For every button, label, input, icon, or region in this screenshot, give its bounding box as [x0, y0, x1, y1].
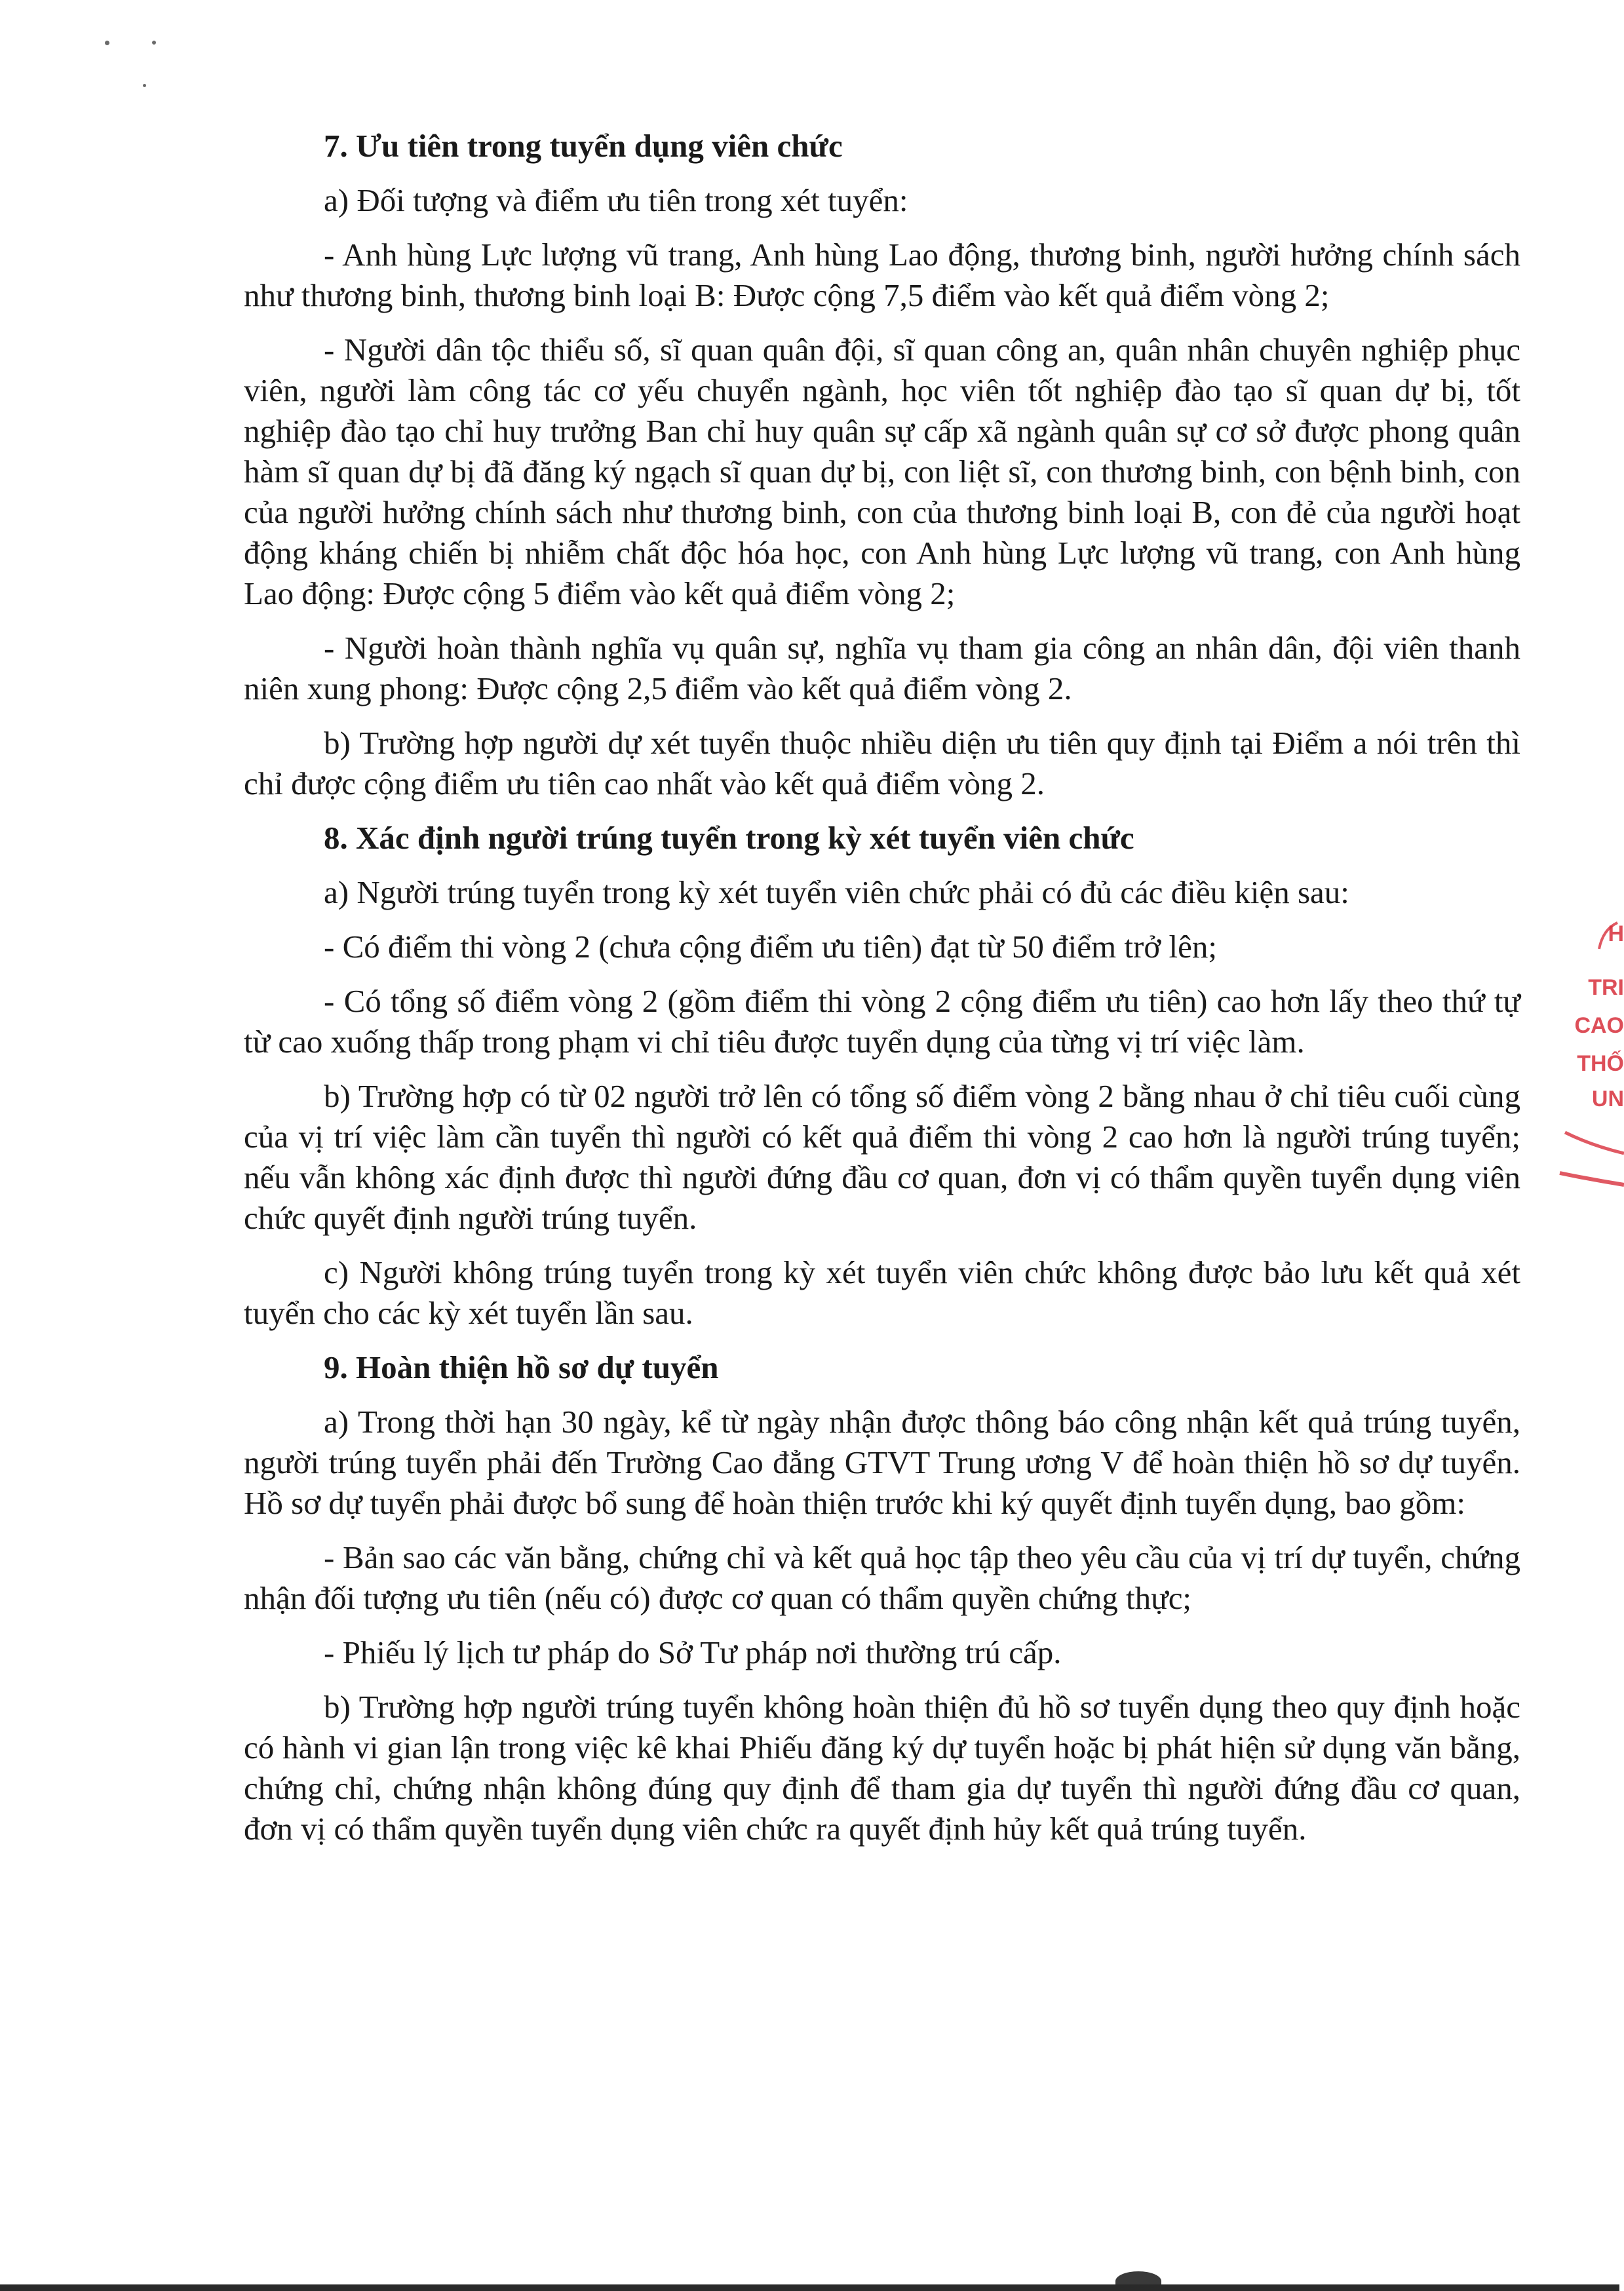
seal-text: THỐ: [1577, 1051, 1624, 1076]
document-body: [244, 126, 1520, 1849]
scan-edge: [0, 2284, 1619, 2291]
paragraph: c) Người không trúng tuyển trong kỳ xét tuyển viên chức không được bảo lưu kết quả xét tuyển cho các kỳ xét tuyển lần sau.: [244, 1254, 1520, 1331]
paragraph: b) Trường hợp có từ 02 người trở lên có tổng số điểm vòng 2 bằng nhau ở chỉ tiêu cuối cùng của vị trí việc làm cần tuyển thì người có kết quả điểm thi vòng 2 cao hơn là người trúng tuyển; nếu vẫn không xác định được thì người đứng đầu cơ quan, đơn vị có thẩm quyền tuyển dụng viên chức quyết định người trúng tuyển.: [244, 1078, 1520, 1236]
seal-text: TRI: [1588, 975, 1624, 1000]
paragraph: - Có tổng số điểm vòng 2 (gồm điểm thi vòng 2 cộng điểm ưu tiên) cao hơn lấy theo thứ tự từ cao xuống thấp trong phạm vi chỉ tiêu được tuyển dụng của từng vị trí việc làm.: [244, 983, 1520, 1060]
paragraph: b) Trường hợp người trúng tuyển không hoàn thiện đủ hồ sơ tuyển dụng theo quy định hoặc có hành vi gian lận trong việc kê khai Phiếu đăng ký dự tuyển hoặc bị phát hiện sử dụng văn bằng, chứng chỉ, chứng nhận không đúng quy định để tham gia dự tuyển thì người đứng đầu cơ quan, đơn vị có thẩm quyền tuyển dụng viên chức ra quyết định hủy kết quả trúng tuyển.: [244, 1689, 1520, 1847]
paragraph: a) Người trúng tuyển trong kỳ xét tuyển viên chức phải có đủ các điều kiện sau:: [324, 874, 1349, 910]
seal-text: H: [1608, 921, 1624, 946]
paragraph: - Người dân tộc thiểu số, sĩ quan quân đội, sĩ quan công an, quân nhân chuyên nghiệp phục viên, người làm công tác cơ yếu chuyển ngành, học viên tốt nghiệp đào tạo sĩ quan dự bị, tốt nghiệp đào tạo chỉ huy trưởng Ban chỉ huy quân sự cấp xã ngành quân sự cơ sở được phong quân hàm sĩ quan dự bị đã đăng ký ngạch sĩ quan dự bị, con liệt sĩ, con thương binh, con bệnh binh, con của người hưởng chính sách như thương binh, con của thương binh loại B, con đẻ của người hoạt động kháng chiến bị nhiễm chất độc hóa học, con Anh hùng Lực lượng vũ trang, con Anh hùng Lao động: Được cộng 5 điểm vào kết quả điểm vòng 2;: [244, 332, 1520, 611]
scan-speck: [152, 41, 156, 45]
paragraph: - Bản sao các văn bằng, chứng chỉ và kết quả học tập theo yêu cầu của vị trí dự tuyển, chứng nhận đối tượng ưu tiên (nếu có) được cơ quan có thẩm quyền chứng thực;: [244, 1539, 1520, 1616]
seal-text: UN: [1591, 1087, 1624, 1111]
paragraph: - Phiếu lý lịch tư pháp do Sở Tư pháp nơi thường trú cấp.: [324, 1634, 1062, 1670]
scan-speck: [105, 41, 109, 45]
scan-speck: [143, 84, 146, 87]
paragraph: - Anh hùng Lực lượng vũ trang, Anh hùng Lao động, thương binh, người hưởng chính sách như thương binh, thương binh loại B: Được cộng 7,5 điểm vào kết quả điểm vòng 2;: [244, 237, 1520, 313]
section-heading: 8. Xác định người trúng tuyển trong kỳ xét tuyển viên chức: [324, 820, 1134, 856]
paragraph: b) Trường hợp người dự xét tuyển thuộc nhiều diện ưu tiên quy định tại Điểm a nói trên thì chỉ được cộng điểm ưu tiên cao nhất vào kết quả điểm vòng 2.: [244, 725, 1520, 801]
official-seal-fragment: [1552, 910, 1624, 1191]
seal-arc-icon: [1552, 910, 1624, 1191]
paragraph: a) Đối tượng và điểm ưu tiên trong xét tuyển:: [324, 182, 908, 218]
section-heading: 7. Ưu tiên trong tuyển dụng viên chức: [324, 128, 843, 164]
section-heading: 9. Hoàn thiện hồ sơ dự tuyển: [324, 1349, 719, 1385]
paragraph: a) Trong thời hạn 30 ngày, kể từ ngày nhận được thông báo công nhận kết quả trúng tuyển, người trúng tuyển phải đến Trường Cao đẳng GTVT Trung ương V để hoàn thiện hồ sơ dự tuyển. Hồ sơ dự tuyển phải được bổ sung để hoàn thiện trước khi ký quyết định tuyển dụng, bao gồm:: [244, 1404, 1520, 1521]
seal-text: CAO: [1574, 1013, 1624, 1038]
paragraph: - Có điểm thi vòng 2 (chưa cộng điểm ưu tiên) đạt từ 50 điểm trở lên;: [324, 929, 1217, 965]
paragraph: - Người hoàn thành nghĩa vụ quân sự, nghĩa vụ tham gia công an nhân dân, đội viên thanh niên xung phong: Được cộng 2,5 điểm vào kết quả điểm vòng 2.: [244, 630, 1520, 706]
